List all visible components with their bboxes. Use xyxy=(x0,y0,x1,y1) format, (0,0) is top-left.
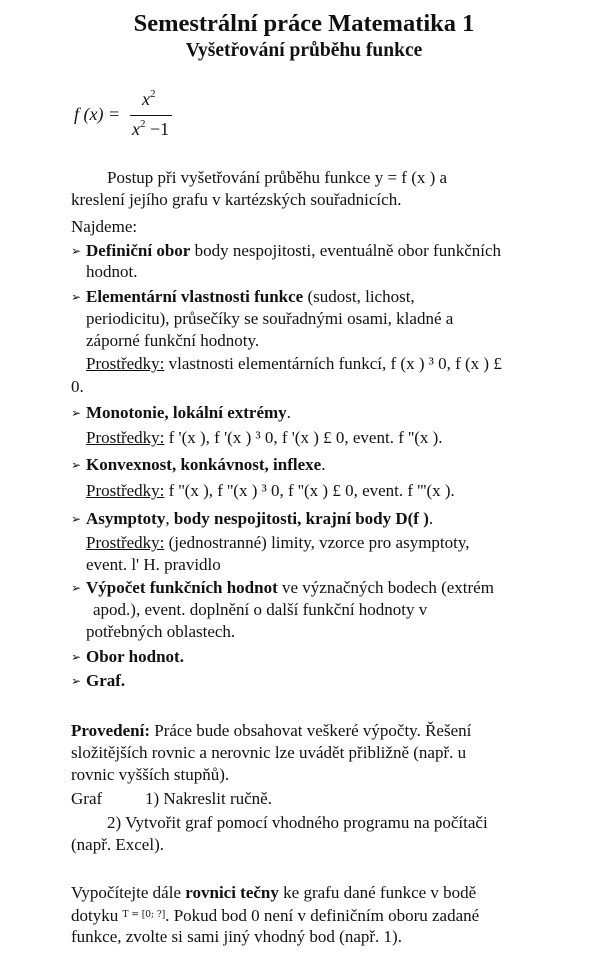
list-item-vypocet: ➢ Výpočet funkčních hodnot ve význačných bodech (extrém xyxy=(71,578,494,597)
arrow-bullet-icon: ➢ xyxy=(71,290,82,304)
prostredky-line: Prostředky: (jednostranné) limity, vzorce pro asymptoty, xyxy=(86,533,470,552)
arrow-bullet-icon: ➢ xyxy=(71,512,82,526)
graf-option-1: 1) Nakreslit ručně. xyxy=(145,789,272,808)
page-subtitle: Vyšetřování průběhu funkce xyxy=(185,40,423,61)
tecna-line-1: Vypočítejte dále rovnici tečny ke grafu dané funkce v bodě xyxy=(71,883,477,902)
tangent-point: T = [0; ?] xyxy=(122,910,166,920)
arrow-bullet-icon: ➢ xyxy=(71,650,82,664)
prostredky-line: Prostředky: f '(x ), f '(x ) ³ 0, f '(x ) £ 0, event. f ''(x ). xyxy=(86,428,443,447)
formula-lhs: f (x) = xyxy=(74,104,121,124)
arrow-bullet-icon: ➢ xyxy=(71,406,82,420)
prostredky-line: event. l' H. pravidlo xyxy=(86,555,221,574)
list-item-line: periodicitu), průsečíky se souřadnými osami, kladné a xyxy=(86,309,454,328)
list-item-line: potřebných oblastech. xyxy=(86,622,236,641)
najdeme-label: Najdeme: xyxy=(71,217,138,236)
provedeni-line-2: složitějších rovnic a nerovnic lze uvádět přibližně (např. u xyxy=(71,743,467,762)
provedeni-line-1: Provedení: Práce bude obsahovat veškeré výpočty. Řešení xyxy=(71,721,472,740)
intro-line-2: kreslení jejího grafu v kartézských souřadnicích. xyxy=(71,190,402,209)
list-item-line: záporné funkční hodnoty. xyxy=(86,331,260,350)
tecna-line-3: funkce, zvolte si sami jiný vhodný bod (např. 1). xyxy=(71,927,402,946)
arrow-bullet-icon: ➢ xyxy=(71,581,82,595)
list-item-definicni-obor: ➢ Definiční obor body nespojitosti, eventuálně obor funkčních xyxy=(71,241,502,260)
page-title: Semestrální práce Matematika 1 xyxy=(133,10,475,37)
list-item-asymptoty: ➢ Asymptoty, body nespojitosti, krajní body D(f ). xyxy=(71,509,434,528)
fraction-bar xyxy=(130,115,172,116)
list-item-obor-hodnot: ➢ Obor hodnot. xyxy=(71,647,184,666)
intro-line-1: Postup při vyšetřování průběhu funkce y = f (x ) a xyxy=(107,168,448,187)
prostredky-line: 0. xyxy=(71,377,84,396)
list-item-elementarni: ➢ Elementární vlastnosti funkce (sudost, lichost, xyxy=(71,287,415,306)
tecna-line-2: dotyku $^{T = [0; ?]}$. Pokud bod 0 není v definičním oboru zadané xyxy=(71,906,480,925)
arrow-bullet-icon: ➢ xyxy=(71,244,82,258)
formula-denominator: $x^2 -1$ xyxy=(132,118,170,139)
prostredky-line: Prostředky: f ''(x ), f ''(x ) ³ 0, f ''(x ) £ 0, event. f '''(x ). xyxy=(86,481,455,500)
graf-option-2: 2) Vytvořit graf pomocí vhodného programu na počítači xyxy=(107,813,488,832)
graf-label: Graf xyxy=(71,789,103,808)
list-item-monotonie: ➢ Monotonie, lokální extrémy. xyxy=(71,403,291,422)
list-item-line: apod.), event. doplnění o další funkční hodnoty v xyxy=(93,600,428,619)
formula-numerator: $x^2$ xyxy=(142,88,156,109)
list-item-konvexnost: ➢ Konvexnost, konkávnost, inflexe. xyxy=(71,455,326,474)
list-item-line: hodnot. xyxy=(86,262,138,281)
list-item-graf: ➢ Graf. xyxy=(71,671,126,690)
provedeni-line-3: rovnic vyšších stupňů). xyxy=(71,765,230,784)
arrow-bullet-icon: ➢ xyxy=(71,458,82,472)
graf-option-2-line-2: (např. Excel). xyxy=(71,835,164,854)
prostredky-line: Prostředky: vlastnosti elementárních funkcí, f (x ) ³ 0, f (x ) £ xyxy=(86,354,502,373)
arrow-bullet-icon: ➢ xyxy=(71,674,82,688)
